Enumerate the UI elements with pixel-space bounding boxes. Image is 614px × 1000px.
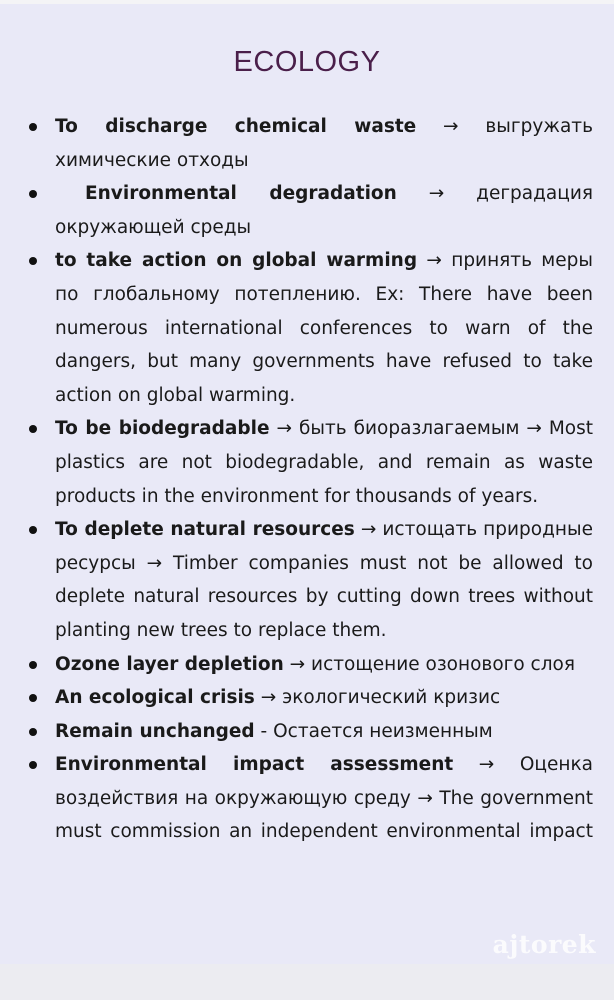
- list-item: [55, 110, 593, 177]
- list-item: [55, 748, 593, 849]
- watermark-logo: ajtorek: [492, 930, 596, 959]
- item-term: To discharge chemical waste: [55, 116, 417, 137]
- list-item: [55, 177, 593, 244]
- vocabulary-list: [0, 110, 614, 849]
- item-term: An ecological crisis: [55, 687, 255, 709]
- top-strip: [0, 0, 614, 4]
- list-item: [55, 513, 593, 647]
- item-term: Environmental impact assessment: [55, 754, 454, 776]
- item-translation: - Остается неизменным: [254, 720, 493, 742]
- item-term: To be biodegradable: [55, 418, 270, 440]
- list-item: [55, 681, 593, 715]
- item-translation: → принять меры по глобальному потеплению. Ex: There have been numerous international conferences to warn of the dangers, but many governments have refused to take action on global warming.: [55, 250, 593, 406]
- item-term: To deplete natural resources: [55, 519, 355, 541]
- item-translation: → Оценка воздействия на окружающую среду → The government must commission an independent environmental impact: [55, 754, 594, 843]
- item-term: Environmental degradation: [85, 183, 397, 205]
- item-translation: → истощение озонового слоя: [283, 653, 575, 675]
- item-term: to take action on global warming: [55, 250, 418, 272]
- item-translation: → экологический кризис: [254, 687, 501, 709]
- item-translation: → выгружать химические отходы: [55, 116, 593, 171]
- bottom-strip: [0, 964, 614, 1000]
- item-translation: → деградация окружающей среды: [55, 183, 593, 238]
- list-item: [55, 412, 593, 513]
- item-translation: → быть биоразлагаемым → Most plastics are not biodegradable, and remain as waste products in the environment for thousands of years.: [55, 418, 593, 507]
- list-item: [55, 715, 593, 749]
- item-translation: → истощать природные ресурсы → Timber companies must not be allowed to deplete natural resources by cutting down trees without planting new trees to replace them.: [55, 519, 593, 641]
- item-term: Remain unchanged: [55, 720, 255, 742]
- page-title: ECOLOGY: [233, 46, 381, 78]
- list-item: [55, 648, 593, 682]
- item-term: Ozone layer depletion: [55, 653, 284, 675]
- list-item: [55, 244, 593, 412]
